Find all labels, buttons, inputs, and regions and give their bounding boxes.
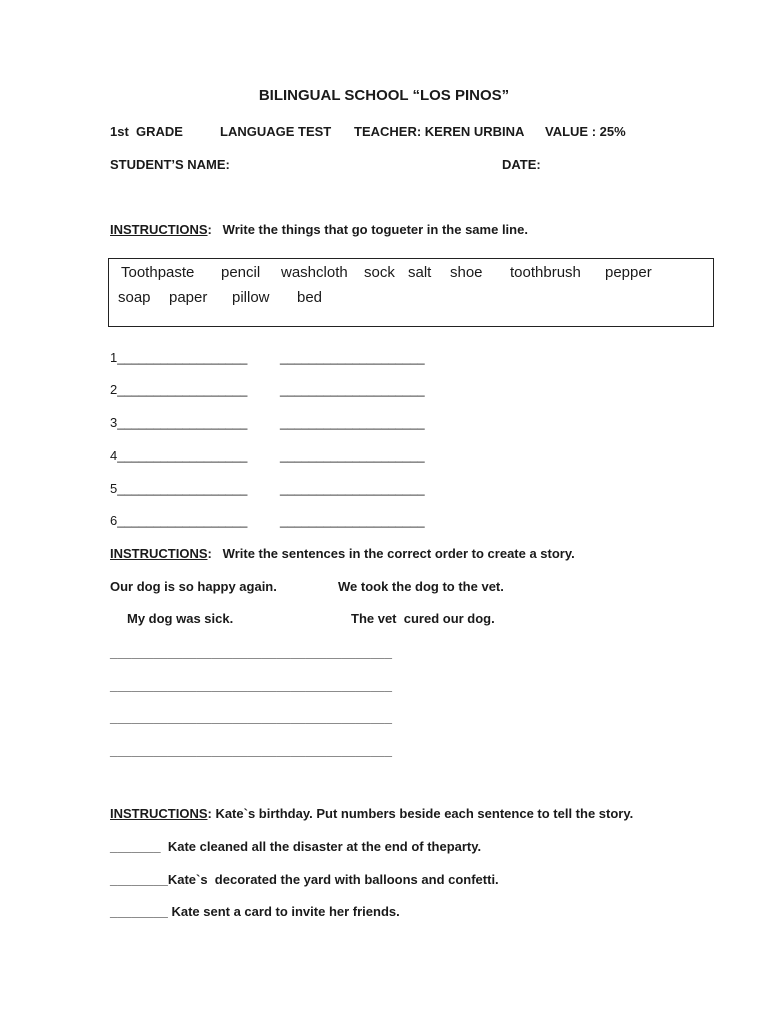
row-2[interactable] bbox=[110, 382, 247, 397]
word-bank bbox=[108, 258, 714, 327]
story-text: Kate`s decorated the yard with balloons and confetti. bbox=[167, 872, 499, 887]
instructions-1 bbox=[110, 222, 528, 237]
instructions-text: : Kate`s birthday. Put numbers beside each sentence to tell the story. bbox=[207, 806, 634, 821]
sentence: The vet cured our dog. bbox=[351, 611, 495, 626]
blank-right[interactable]: ____________________ bbox=[280, 382, 425, 397]
blank-left: __________________ bbox=[117, 513, 248, 528]
number-blank[interactable]: ________ bbox=[110, 904, 168, 919]
blank-right[interactable]: ____________________ bbox=[280, 350, 425, 365]
story-text: Kate sent a card to invite her friends. bbox=[167, 904, 400, 919]
word: washcloth bbox=[281, 264, 348, 281]
blank-right[interactable]: ____________________ bbox=[280, 415, 425, 430]
date-label: DATE: bbox=[502, 157, 541, 172]
word: soap bbox=[118, 289, 151, 306]
row-number: 4 bbox=[110, 448, 118, 463]
blank-left: __________________ bbox=[117, 415, 248, 430]
answer-line[interactable]: _______________________________________ bbox=[110, 645, 392, 660]
word: pepper bbox=[605, 264, 652, 281]
teacher-label: TEACHER: KEREN URBINA bbox=[354, 124, 525, 139]
row-number: 5 bbox=[110, 481, 118, 496]
word: shoe bbox=[450, 264, 483, 281]
row-6[interactable] bbox=[110, 513, 247, 528]
student-name-label: STUDENT’S NAME: bbox=[110, 157, 230, 172]
blank-right[interactable]: ____________________ bbox=[280, 481, 425, 496]
word: paper bbox=[169, 289, 208, 306]
blank-left: __________________ bbox=[117, 350, 248, 365]
instructions-label: INSTRUCTIONS bbox=[110, 806, 208, 821]
blank-right[interactable]: ____________________ bbox=[280, 448, 425, 463]
instructions-label: INSTRUCTIONS bbox=[110, 546, 208, 561]
word: toothbrush bbox=[510, 264, 581, 281]
blank-right[interactable]: ____________________ bbox=[280, 513, 425, 528]
row-1[interactable] bbox=[110, 350, 247, 365]
row-3[interactable] bbox=[110, 415, 247, 430]
row-number: 2 bbox=[110, 382, 118, 397]
word: bed bbox=[297, 289, 323, 306]
sentence: My dog was sick. bbox=[127, 611, 234, 626]
instructions-3 bbox=[110, 806, 633, 821]
instructions-2 bbox=[110, 546, 575, 561]
row-4[interactable] bbox=[110, 448, 247, 463]
blank-left: __________________ bbox=[117, 448, 248, 463]
answer-line[interactable]: _______________________________________ bbox=[110, 678, 392, 693]
word: salt bbox=[408, 264, 432, 281]
instructions-text: : Write the sentences in the correct order to create a story. bbox=[207, 546, 575, 561]
story-item bbox=[110, 904, 400, 919]
test-label: LANGUAGE TEST bbox=[220, 124, 332, 139]
grade-label: 1st GRADE bbox=[110, 124, 183, 139]
school-title: BILINGUAL SCHOOL “LOS PINOS” bbox=[258, 87, 510, 104]
story-text: Kate cleaned all the disaster at the end of theparty. bbox=[160, 839, 482, 854]
story-item bbox=[110, 839, 481, 854]
answer-line[interactable]: _______________________________________ bbox=[110, 710, 392, 725]
row-number: 1 bbox=[110, 350, 118, 365]
word: pencil bbox=[221, 264, 261, 281]
sentence: We took the dog to the vet. bbox=[338, 579, 504, 594]
instructions-label: INSTRUCTIONS bbox=[110, 222, 208, 237]
blank-left: __________________ bbox=[117, 382, 248, 397]
blank-left: __________________ bbox=[117, 481, 248, 496]
story-item bbox=[110, 872, 499, 887]
number-blank[interactable]: ________ bbox=[110, 872, 168, 887]
word: sock bbox=[364, 264, 395, 281]
sentence: Our dog is so happy again. bbox=[110, 579, 277, 594]
instructions-text: : Write the things that go togueter in the same line. bbox=[207, 222, 528, 237]
row-5[interactable] bbox=[110, 481, 247, 496]
row-number: 3 bbox=[110, 415, 118, 430]
word: pillow bbox=[232, 289, 270, 306]
value-label: VALUE : 25% bbox=[545, 124, 626, 139]
answer-line[interactable]: _______________________________________ bbox=[110, 743, 392, 758]
number-blank[interactable]: _______ bbox=[110, 839, 161, 854]
word: Toothpaste bbox=[121, 264, 195, 281]
row-number: 6 bbox=[110, 513, 118, 528]
